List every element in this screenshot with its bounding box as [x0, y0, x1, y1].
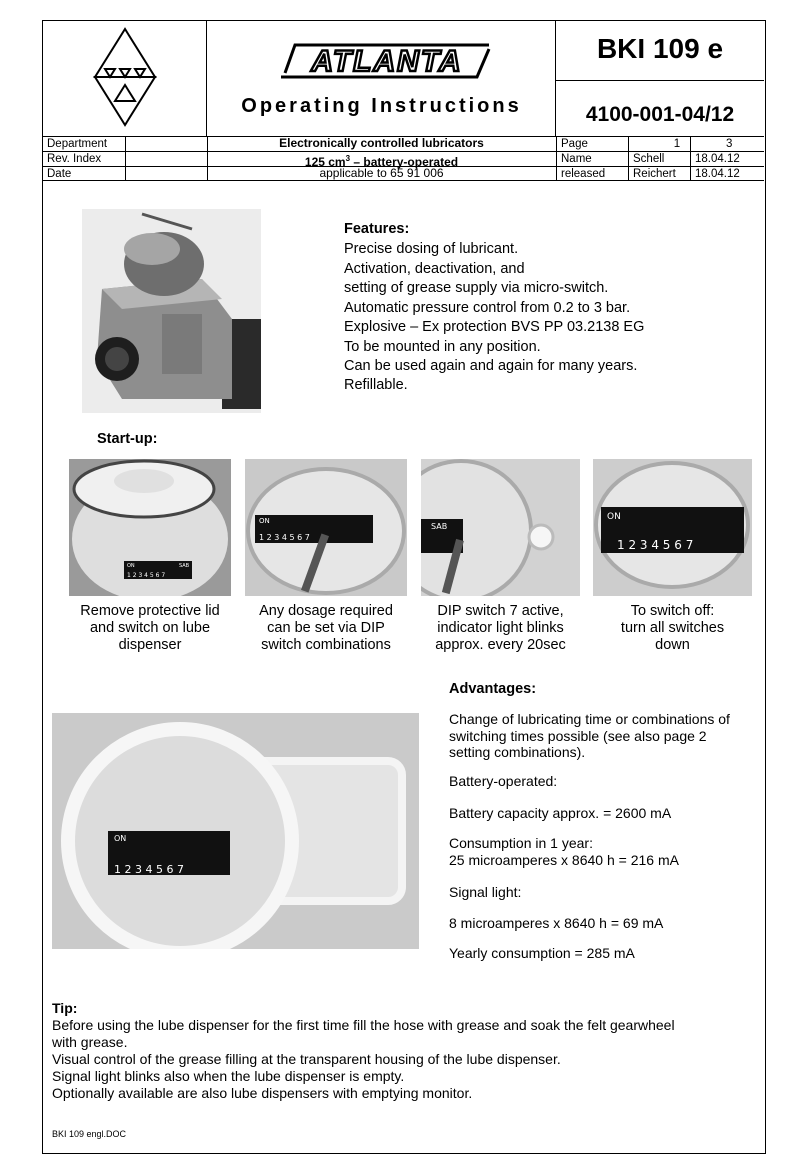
product-power: – battery-operated: [350, 155, 459, 169]
feature-item: Automatic pressure control from 0.2 to 3 bar.: [344, 300, 631, 316]
advantage-paragraph: [449, 711, 730, 761]
tip-line: Signal light blinks also when the lube dispenser is empty.: [52, 1068, 405, 1084]
advantage-line: 25 microamperes x 8640 h = 216 mA: [449, 851, 679, 868]
logo-cell: [43, 21, 207, 136]
startup-photo-3: [421, 459, 580, 596]
caption-line: switch combinations: [261, 637, 391, 653]
switch-numbers: 1 2 3 4 5 6 7: [127, 572, 166, 579]
doc-code: BKI 109 e: [596, 33, 724, 64]
caption-line: DIP switch 7 active,: [437, 603, 564, 619]
feature-item: Can be used again and again for many years.: [344, 358, 638, 374]
lubricator-image-icon: [82, 209, 261, 413]
tip-text: [52, 1017, 675, 1102]
product-volume-sup: 3: [345, 154, 351, 163]
switch-numbers: 1 2 3 4 5 6 7: [259, 533, 310, 542]
switch-sab-label: SAB: [431, 522, 448, 531]
footer-filename: BKI 109 engl.DOC: [52, 1129, 127, 1139]
name-value: Schell: [633, 153, 665, 165]
caption-line: approx. every 20sec: [435, 637, 566, 653]
startup-photo-2: [245, 459, 407, 596]
product-photo: [82, 209, 261, 413]
label-department: Department: [47, 138, 108, 150]
startup-photo-4: [593, 459, 752, 596]
atlanta-logo-icon: [277, 31, 497, 81]
product-line-3: applicable to 65 91 006: [319, 166, 444, 180]
divider: [690, 136, 691, 181]
caption-line: indicator light blinks: [437, 620, 564, 636]
label-rev-index: Rev. Index: [47, 153, 102, 165]
caption-1: [69, 603, 231, 654]
tip-line: with grease.: [52, 1034, 128, 1050]
caption-2: [245, 603, 407, 654]
switch-on-label: ON: [114, 834, 127, 843]
startup-photo-1: [69, 459, 231, 596]
advantages-title: Advantages:: [449, 681, 537, 697]
advantage-line: switching times possible (see also page 2: [449, 727, 707, 744]
caption-line: To switch off:: [630, 603, 715, 619]
dip-switch-photo: [52, 713, 419, 949]
tip-line: Before using the lube dispenser for the first time fill the hose with grease and soak the felt gearwheel: [52, 1017, 675, 1033]
divider: [556, 136, 557, 181]
advantage-capacity: Battery capacity approx. = 2600 mA: [449, 805, 672, 821]
caption-line: and switch on lube: [89, 620, 211, 636]
page-frame: [42, 20, 766, 1154]
feature-item: To be mounted in any position.: [344, 339, 541, 355]
tip-title: Tip:: [52, 1000, 78, 1016]
doc-id-cell: [556, 21, 764, 136]
divider: [125, 136, 126, 181]
label-name: Name: [561, 153, 592, 165]
switch-on-label: ON: [607, 512, 621, 522]
advantage-line: setting combinations).: [449, 744, 586, 760]
advantage-signal-consumption: 8 microamperes x 8640 h = 69 mA: [449, 915, 664, 931]
feature-item: Refillable.: [344, 377, 408, 393]
switch-sab-label: SAB: [179, 563, 190, 569]
caption-line: down: [655, 637, 690, 653]
caption-3: [416, 603, 585, 654]
advantage-battery: Battery-operated:: [449, 773, 558, 789]
subtitle: Operating Instructions: [241, 95, 522, 117]
caption-line: turn all switches: [620, 620, 725, 636]
document-header: [43, 21, 764, 181]
label-released: released: [561, 168, 606, 180]
released-value: Reichert: [633, 168, 676, 180]
doc-code-cell: [556, 21, 764, 81]
switch-on-label: ON: [127, 563, 135, 569]
caption-line: Remove protective lid: [80, 603, 220, 619]
caption-line: can be set via DIP: [267, 620, 385, 636]
feature-item: Activation, deactivation, and: [344, 261, 525, 277]
label-page: Page: [561, 138, 588, 150]
feature-item: setting of grease supply via micro-switch.: [344, 280, 609, 296]
divider: [628, 136, 629, 181]
tip-line: Visual control of the grease filling at the transparent housing of the lube dispenser.: [52, 1051, 561, 1067]
name-date: 18.04.12: [695, 153, 740, 165]
product-volume: 125 cm: [304, 155, 346, 169]
title-cell: [207, 21, 556, 136]
tip-line: Optionally available are also lube dispensers with emptying monitor.: [52, 1085, 473, 1101]
advantage-yearly: Yearly consumption = 285 mA: [449, 945, 635, 961]
advantage-signal: Signal light:: [449, 884, 522, 900]
product-line-1: Electronically controlled lubricators: [279, 136, 484, 150]
feature-item: Precise dosing of lubricant.: [344, 241, 519, 257]
switch-numbers: 1 2 3 4 5 6 7: [617, 538, 694, 552]
page-total: 3: [726, 138, 733, 150]
released-date: 18.04.12: [695, 168, 740, 180]
startup-title: Start-up:: [97, 431, 158, 447]
doc-number: 4100-001-04/12: [585, 103, 735, 126]
label-date: Date: [47, 168, 72, 180]
features-title: Features:: [344, 221, 410, 237]
switch-on-label: ON: [259, 517, 270, 525]
caption-line: dispenser: [118, 637, 182, 653]
advantage-line: Change of lubricating time or combinations of: [449, 711, 730, 727]
caption-4: [593, 603, 752, 654]
caption-line: Any dosage required: [259, 603, 393, 619]
page-current: 1: [673, 138, 681, 150]
feature-item: Explosive – Ex protection BVS PP 03.2138 EG: [344, 319, 645, 335]
switch-numbers: 1 2 3 4 5 6 7: [114, 863, 184, 876]
triangle-logo-icon: [43, 21, 207, 136]
advantage-line: Consumption in 1 year:: [449, 835, 593, 851]
advantage-consumption: [449, 835, 679, 868]
brand-text: ATLANTA: [311, 45, 463, 78]
